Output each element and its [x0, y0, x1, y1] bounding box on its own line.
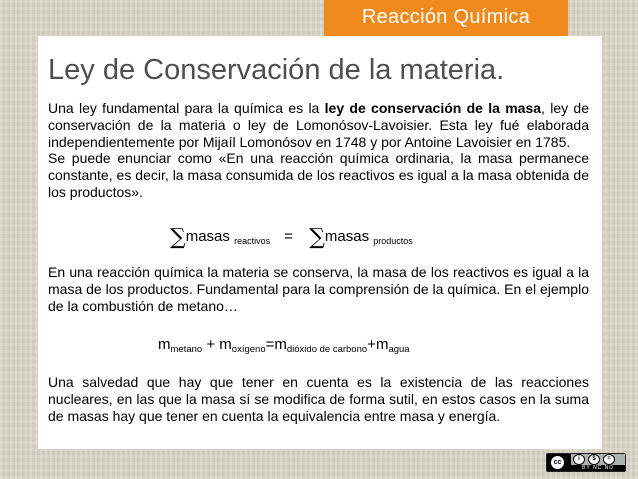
header-title: Reacción Química [361, 6, 531, 28]
cc-logo: cc [550, 455, 565, 470]
sub-dioxido: dióxido de carbono [286, 344, 368, 355]
formula-equals: = [284, 228, 294, 245]
cc-terms-icons [573, 454, 615, 465]
cc-nd-label: ND [604, 465, 614, 471]
paragraph-2: En una reacción química la materia se conserva, la masa de los reactivos es igual a la masa de los productos. Fundamental para la comprensión de la química. En el ejemplo de la combustión de metano… [48, 264, 589, 314]
cc-terms-strip [571, 465, 625, 471]
noderivatives-icon: = [603, 454, 615, 465]
paragraph-1-pre: Una ley fundamental para la química es la [48, 100, 325, 116]
paragraph-1-line2: Se puede enunciar como «En una reacción química ordinaria, la masa permanece constante, es decir, la masa consumida de los reactivos es igual a la masa obtenida de los productos». [48, 150, 589, 200]
plus-sign: + [202, 336, 220, 353]
paragraph-1-post: , ley de conservación de la materia o ley de Lomonósov-Lavoisier. Esta ley fué elaborada independientemente por Mijaíl Lomonósov en 1748 y por Antoine Lavoisier en 1785. [48, 100, 590, 150]
paragraph-1-bold: ley de conservación de la masa [324, 100, 542, 116]
m-symbol-4: m [375, 336, 389, 353]
formula-right-sub: productos [373, 236, 413, 246]
plus-sign-2: + [367, 336, 376, 353]
attribution-icon: i [573, 454, 585, 465]
formula-right-word: masas [324, 228, 370, 245]
paragraph-3: Una salvedad que hay que tener en cuenta es la existencia de las reacciones nucleares, en las que la masa sí se modifica de forma sutil, en estos casos en la suma de masas hay que tener en cuenta la equivalencia entre masa y energía. [48, 374, 589, 424]
sigma-symbol-right: ∑ [309, 225, 325, 250]
m-symbol-2: m [219, 336, 232, 353]
slide-title: Ley de Conservación de la materia. [48, 54, 505, 86]
noncommercial-icon: $ [588, 454, 600, 465]
formula-left-word: masas [185, 228, 230, 245]
m-symbol-3: m [274, 336, 287, 353]
sub-oxigeno: oxígeno [231, 344, 266, 355]
sub-agua: agua [388, 344, 410, 355]
methane-combustion-formula [158, 336, 410, 355]
equals-sign: = [265, 336, 275, 353]
mass-conservation-formula [170, 225, 413, 250]
sigma-symbol: ∑ [170, 225, 186, 250]
m-symbol: m [158, 336, 171, 353]
cc-nc-label: NC [593, 465, 603, 471]
cc-black-block [547, 454, 571, 471]
paragraph-1 [48, 100, 589, 201]
header-band [324, 0, 568, 38]
cc-by-label: BY [582, 465, 591, 471]
formula-left-sub: reactivos [234, 236, 271, 246]
sub-metano: metano [170, 344, 203, 355]
creative-commons-icon [546, 453, 626, 472]
